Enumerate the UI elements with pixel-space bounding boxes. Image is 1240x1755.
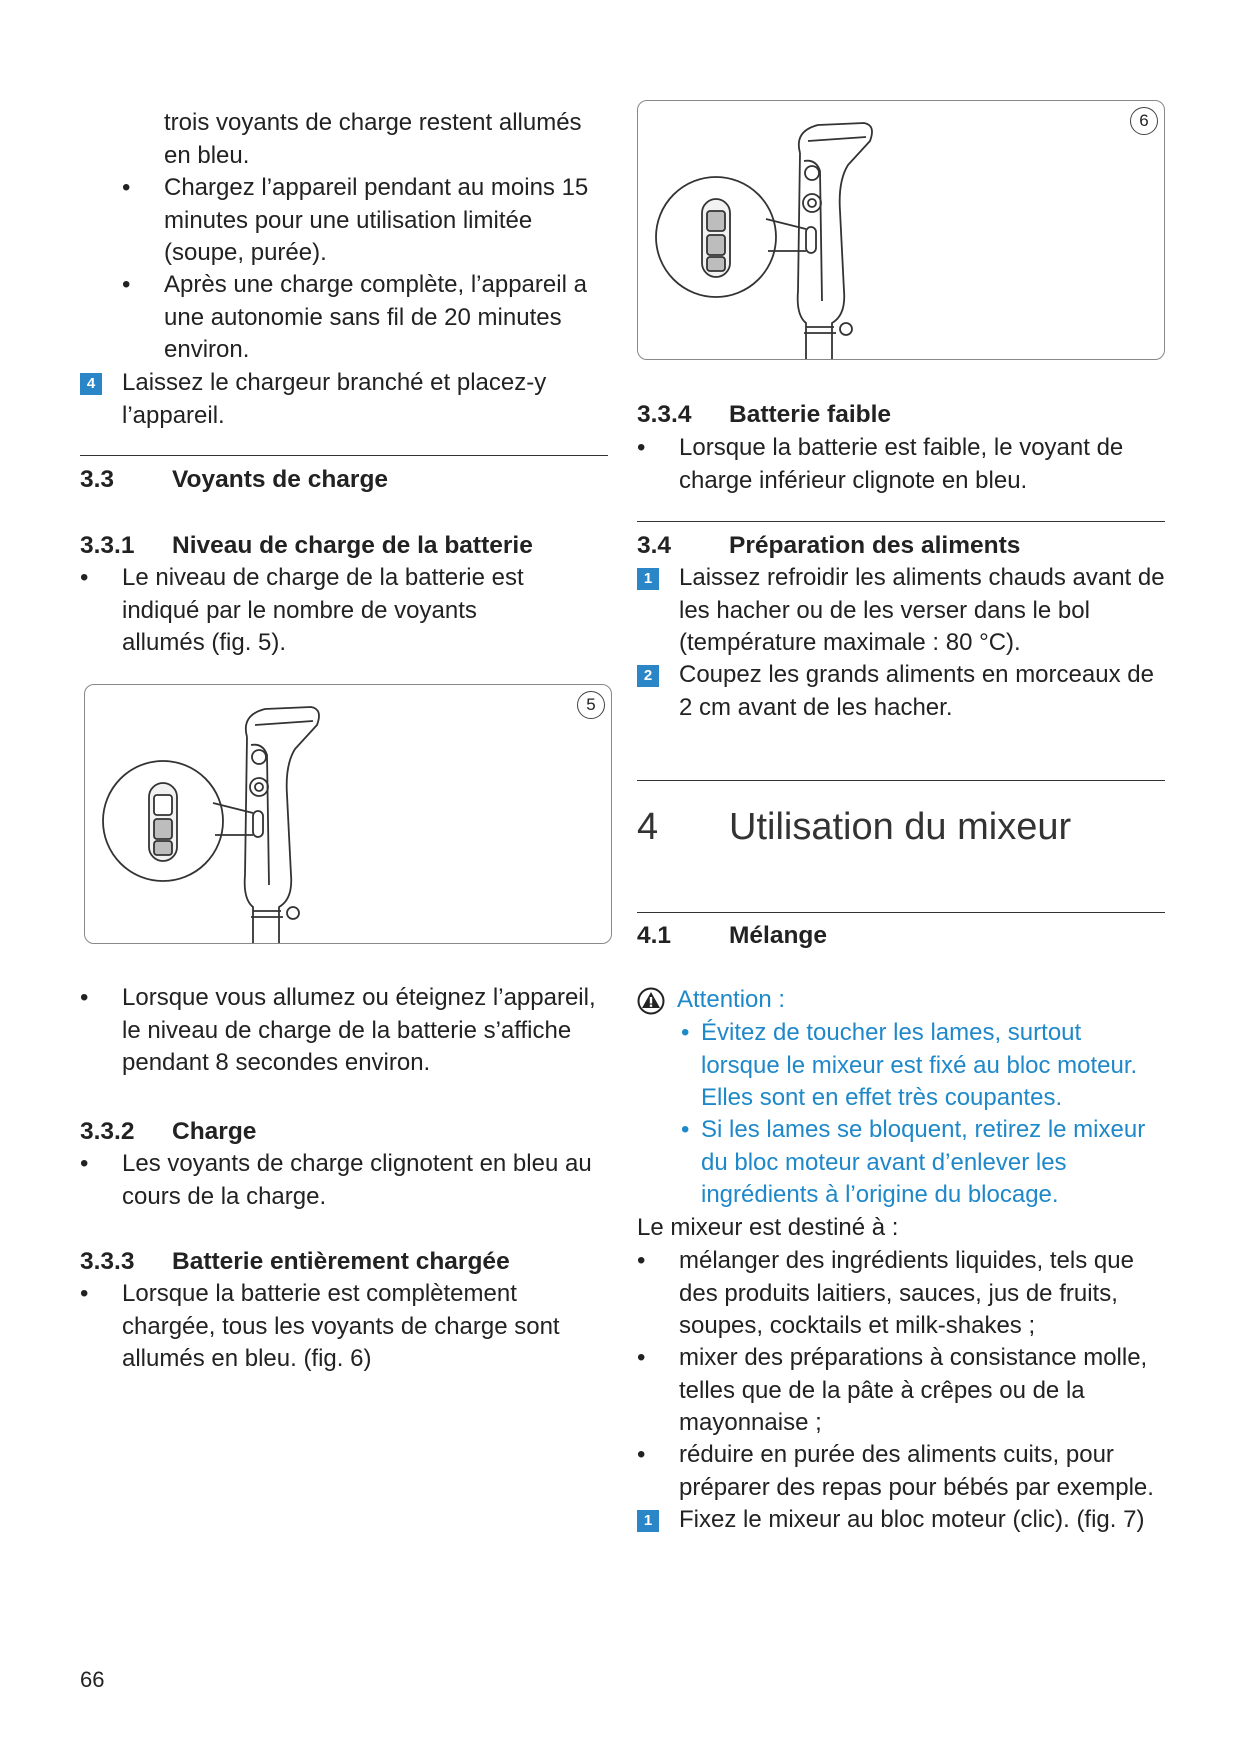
bullet-glyph: • [681,1019,690,1046]
step-number-badge: 4 [80,373,102,395]
page-number: 66 [80,1667,105,1692]
usage-intro: Le mixeur est destiné à : [637,1214,899,1241]
chapter-number: 4 [637,806,659,848]
section-heading-4-1 [637,920,1165,952]
bullet-glyph: • [80,564,89,591]
usage-soft-mixes: mixer des préparations à consistance molle, telles que de la pâte à crêpes ou de la mayonnaise ; [679,1344,1148,1436]
step-1-cool-food: Laissez refroidir les aliments chauds avant de les hacher ou de les verser dans le bol (température maximale : 80 °C). [679,564,1165,656]
section-rule [80,455,608,456]
bullet-fully-charged: Lorsque la batterie est complètement chargée, tous les voyants de charge sont allumés en bleu. (fig. 6) [122,1280,560,1372]
step-number-badge: 2 [637,665,659,687]
section-title: Batterie entièrement chargée [172,1248,510,1275]
bullet-glyph: • [637,1344,646,1371]
usage-mix-liquids: mélanger des ingrédients liquides, tels que des produits laitiers, sauces, jus de fruits, soupes, cocktails et milk-shakes ; [679,1247,1134,1339]
bullet-glyph: • [80,1150,89,1177]
bullet-charging-blink: Les voyants de charge clignotent en bleu au cours de la charge. [122,1150,592,1210]
section-title: Batterie faible [729,401,892,428]
step-2-cut-food: Coupez les grands aliments en morceaux de 2 cm avant de les hacher. [679,661,1154,721]
chapter-title: Utilisation du mixeur [729,806,1072,848]
bullet-glyph: • [80,984,89,1011]
bullet-charge-15min: Chargez l’appareil pendant au moins 15 minutes pour une utilisation limitée (soupe, purée). [164,174,589,266]
figure-5 [84,684,612,944]
attention-blades-blocked: Si les lames se bloquent, retirez le mixeur du bloc moteur avant d’enlever les ingrédients à l’origine du blocage. [701,1116,1146,1208]
section-title: Niveau de charge de la batterie [172,532,533,559]
section-title: Charge [172,1118,257,1145]
zoom-callout [103,761,253,881]
section-number: 3.3 [80,466,115,493]
section-heading-3-3-1 [80,530,608,562]
continued-text: trois voyants de charge restent allumés en bleu. [164,109,582,169]
section-number: 3.3.1 [80,532,135,559]
attention-blades-sharp: Évitez de toucher les lames, surtout lorsque le mixeur est fixé au bloc moteur. Elles sont en effet très coupantes. [701,1019,1138,1111]
step-4-text: Laissez le chargeur branché et placez-y l’appareil. [122,369,547,429]
bullet-glyph: • [122,174,131,201]
bullet-on-off: Lorsque vous allumez ou éteignez l’appareil, le niveau de charge de la batterie s’affiche pendant 8 secondes environ. [122,984,596,1076]
usage-puree: réduire en purée des aliments cuits, pour préparer des repas pour bébés par exemple. [679,1441,1154,1501]
bullet-autonomy: Après une charge complète, l’appareil a une autonomie sans fil de 20 minutes environ. [164,271,587,363]
bullet-glyph: • [637,1441,646,1468]
bullet-glyph: • [122,271,131,298]
section-heading-3-4 [637,530,1165,562]
section-heading-3-3 [80,464,608,496]
handle-body [245,707,319,943]
handle-body [798,123,872,359]
bullet-glyph: • [80,1280,89,1307]
blender-illustration [85,685,611,943]
zoom-callout [656,177,806,297]
section-title: Voyants de charge [172,466,389,493]
warning-icon [637,987,665,1015]
chapter-heading-4 [637,806,1165,856]
figure-number: 5 [577,691,605,719]
step-number-badge: 1 [637,568,659,590]
bullet-glyph: • [637,434,646,461]
attention-label: Attention : [677,986,786,1013]
section-title: Préparation des aliments [729,532,1021,559]
figure-number: 6 [1130,107,1158,135]
step-1-attach-blender: Fixez le mixeur au bloc moteur (clic). (fig. 7) [679,1506,1145,1533]
chapter-rule [637,780,1165,781]
section-number: 3.3.3 [80,1248,135,1275]
section-heading-3-3-2 [80,1116,608,1148]
bullet-glyph: • [637,1247,646,1274]
step-number-badge: 1 [637,1510,659,1532]
section-title: Mélange [729,922,828,949]
bullet-glyph: • [681,1116,690,1143]
figure-6 [637,100,1165,360]
blender-illustration [638,101,1164,359]
section-rule [637,912,1165,913]
section-heading-3-3-4 [637,399,1165,431]
section-number: 4.1 [637,922,672,949]
bullet-low-battery: Lorsque la batterie est faible, le voyant de charge inférieur clignote en bleu. [679,434,1124,494]
bullet-charge-level: Le niveau de charge de la batterie est indiqué par le nombre de voyants allumés (fig. 5). [122,564,524,656]
section-number: 3.3.2 [80,1118,135,1145]
section-number: 3.4 [637,532,672,559]
section-rule [637,521,1165,522]
section-number: 3.3.4 [637,401,692,428]
section-heading-3-3-3 [80,1246,608,1278]
